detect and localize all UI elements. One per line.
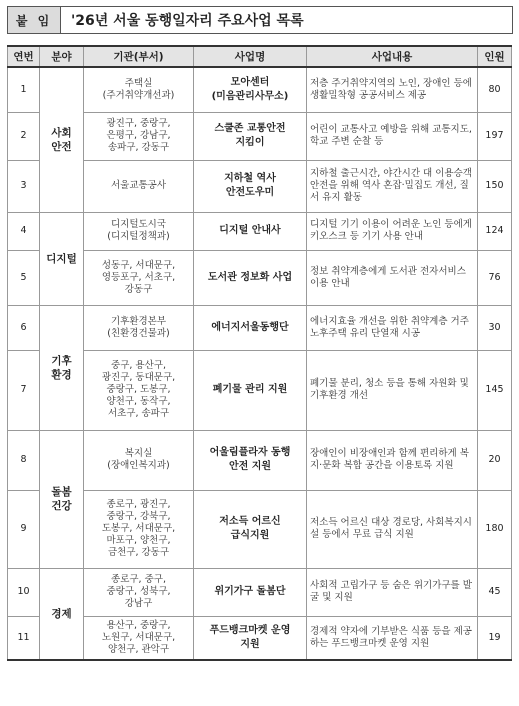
org-cell: 종로구, 광진구, 중랑구, 강북구, 도봉구, 서대문구, 마포구, 양천구, 금천구, 강동구	[84, 490, 194, 568]
people-count-cell: 180	[478, 490, 512, 568]
table-row	[8, 350, 512, 430]
table-header-row	[8, 46, 512, 67]
description-cell: 장애인이 비장애인과 함께 편리하게 복지·문화 복합 공간을 이용토록 지원	[307, 430, 478, 490]
project-name-cell: 어울림플라자 동행 안전 지원	[194, 430, 307, 490]
people-count-cell: 30	[478, 305, 512, 350]
org-cell: 서울교통공사	[84, 160, 194, 212]
table-row	[8, 490, 512, 568]
org-cell: 복지실 (장애인복지과)	[84, 430, 194, 490]
row-number: 2	[8, 112, 40, 160]
org-cell: 광진구, 중랑구, 은평구, 강남구, 송파구, 강동구	[84, 112, 194, 160]
people-count-cell: 150	[478, 160, 512, 212]
people-count-cell: 197	[478, 112, 512, 160]
category-cell: 기후 환경	[40, 305, 84, 430]
people-count-cell: 20	[478, 430, 512, 490]
org-cell: 주택실 (주거취약개선과)	[84, 67, 194, 112]
category-cell: 돌봄 건강	[40, 430, 84, 568]
project-name-cell: 저소득 어르신 급식지원	[194, 490, 307, 568]
org-cell: 중구, 용산구, 광진구, 동대문구, 중랑구, 도봉구, 양천구, 동작구, 서초구, 송파구	[84, 350, 194, 430]
row-number: 10	[8, 568, 40, 616]
description-cell: 사회적 고립가구 등 숨은 위기가구를 발굴 및 지원	[307, 568, 478, 616]
table-row	[8, 616, 512, 660]
project-name-cell: 에너지서울동행단	[194, 305, 307, 350]
description-cell: 정보 취약계층에게 도서관 전자서비스 이용 안내	[307, 250, 478, 305]
project-name-cell: 위기가구 돌봄단	[194, 568, 307, 616]
column-header-no: 연번	[8, 46, 40, 67]
table-row	[8, 305, 512, 350]
description-cell: 저소득 어르신 대상 경로당, 사회복지시설 등에서 무료 급식 지원	[307, 490, 478, 568]
row-number: 5	[8, 250, 40, 305]
org-cell: 용산구, 중랑구, 노원구, 서대문구, 양천구, 관악구	[84, 616, 194, 660]
people-count-cell: 80	[478, 67, 512, 112]
row-number: 8	[8, 430, 40, 490]
description-cell: 저층 주거취약지역의 노인, 장애인 등에 생활밀착형 공공서비스 제공	[307, 67, 478, 112]
row-number: 4	[8, 212, 40, 250]
project-name-cell: 모아센터 (미음관리사무소)	[194, 67, 307, 112]
people-count-cell: 76	[478, 250, 512, 305]
column-header-desc: 사업내용	[307, 46, 478, 67]
table-row	[8, 160, 512, 212]
column-header-org: 기관(부서)	[84, 46, 194, 67]
description-cell: 에너지효율 개선을 위한 취약계층 거주 노후주택 유리 단열재 시공	[307, 305, 478, 350]
description-cell: 폐기물 분리, 청소 등을 통해 자원화 및 기후환경 개선	[307, 350, 478, 430]
table-row	[8, 212, 512, 250]
org-cell: 성동구, 서대문구, 영등포구, 서초구, 강동구	[84, 250, 194, 305]
org-cell: 기후환경본부 (친환경건물과)	[84, 305, 194, 350]
project-name-cell: 푸드뱅크마켓 운영 지원	[194, 616, 307, 660]
description-cell: 경제적 약자에 기부받은 식품 등을 제공하는 푸드뱅크마켓 운영 지원	[307, 616, 478, 660]
description-cell: 디지털 기기 이용이 어려운 노인 등에게 키오스크 등 기기 사용 안내	[307, 212, 478, 250]
row-number: 7	[8, 350, 40, 430]
description-cell: 어린이 교통사고 예방을 위해 교통지도, 학교 주변 순찰 등	[307, 112, 478, 160]
document-title: '26년 서울 동행일자리 주요사업 목록	[71, 13, 304, 29]
category-cell: 경제	[40, 568, 84, 660]
row-number: 3	[8, 160, 40, 212]
people-count-cell: 19	[478, 616, 512, 660]
project-name-cell: 도서관 정보화 사업	[194, 250, 307, 305]
people-count-cell: 145	[478, 350, 512, 430]
column-header-people: 인원	[478, 46, 512, 67]
category-cell: 디지털	[40, 212, 84, 305]
column-header-project: 사업명	[194, 46, 307, 67]
table-row	[8, 112, 512, 160]
project-name-cell: 디지털 안내사	[194, 212, 307, 250]
org-cell: 종로구, 중구, 중랑구, 성북구, 강남구	[84, 568, 194, 616]
table-row	[8, 568, 512, 616]
people-count-cell: 45	[478, 568, 512, 616]
project-name-cell: 폐기물 관리 지원	[194, 350, 307, 430]
project-table	[7, 45, 512, 661]
table-row	[8, 250, 512, 305]
table-row	[8, 67, 512, 112]
project-name-cell: 지하철 역사 안전도우미	[194, 160, 307, 212]
description-cell: 지하철 출근시간, 야간시간 대 이용승객 안전을 위해 역사 혼잡·밀집도 개선, 질서 유지 활동	[307, 160, 478, 212]
org-cell: 디지털도시국 (디지털정책과)	[84, 212, 194, 250]
attachment-badge: 붙 임	[8, 7, 61, 33]
project-name-cell: 스쿨존 교통안전 지킴이	[194, 112, 307, 160]
row-number: 1	[8, 67, 40, 112]
category-cell: 사회 안전	[40, 67, 84, 212]
table-row	[8, 430, 512, 490]
row-number: 9	[8, 490, 40, 568]
column-header-category: 분야	[40, 46, 84, 67]
row-number: 6	[8, 305, 40, 350]
row-number: 11	[8, 616, 40, 660]
people-count-cell: 124	[478, 212, 512, 250]
document-header	[7, 6, 513, 34]
